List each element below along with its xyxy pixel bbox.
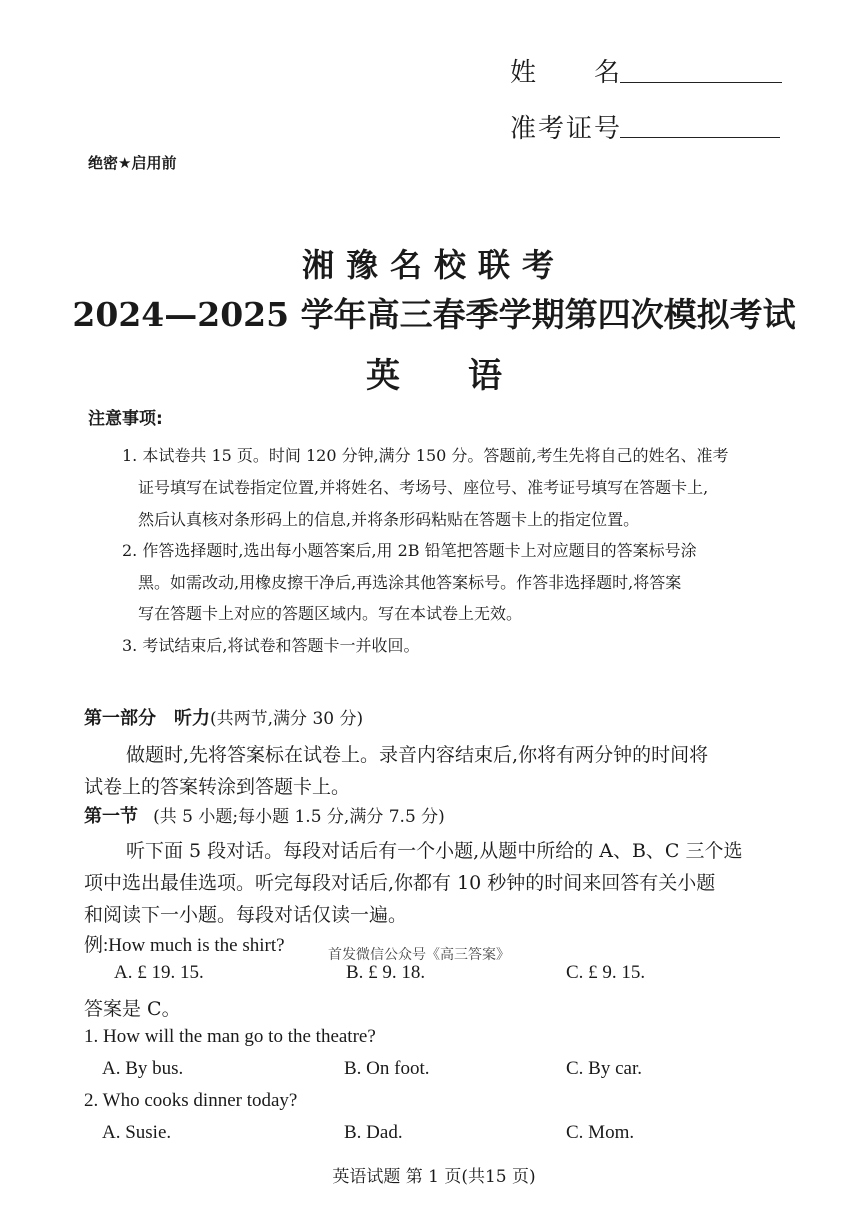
part1-heading	[84, 704, 363, 730]
confidential-mark: 绝密★启用前	[88, 154, 177, 172]
section1-instruction-line: 项中选出最佳选项。听完每段对话后,你都有 10 秒钟的时间来回答有关小题	[84, 872, 716, 894]
watermark-text: 首发微信公众号《高三答案》	[328, 947, 510, 963]
question-2: 2. Who cooks dinner today?	[84, 1090, 298, 1111]
question-2-option-b: B. Dad.	[344, 1122, 403, 1143]
question-1: 1. How will the man go to the theatre?	[84, 1026, 376, 1047]
name-field-line	[620, 82, 782, 83]
section1-instruction-line: 听下面 5 段对话。每段对话后有一个小题,从题中所给的 A、B、C 三个选	[126, 840, 743, 862]
subject-title: 英 语	[366, 356, 502, 396]
example-option-a: A. £ 19. 15.	[114, 962, 204, 983]
question-2-option-a: A. Susie.	[102, 1122, 172, 1143]
part1-intro-line: 做题时,先将答案标在试卷上。录音内容结束后,你将有两分钟的时间将	[126, 744, 709, 766]
section1-heading	[84, 802, 445, 828]
exam-id-label: 准考证号	[510, 114, 623, 144]
example-option-b: B. £ 9. 18.	[346, 962, 426, 983]
example-answer: 答案是 C。	[84, 998, 181, 1020]
notice-line: 证号填写在试卷指定位置,并将姓名、考场号、座位号、准考证号填写在答题卡上,	[138, 478, 709, 497]
notice-line: 写在答题卡上对应的答题区域内。写在本试卷上无效。	[138, 604, 523, 623]
notice-line: 3. 考试结束后,将试卷和答题卡一并收回。	[122, 636, 420, 655]
page-footer: 英语试题 第 1 页(共15 页)	[332, 1167, 536, 1187]
example-option-c: C. £ 9. 15.	[566, 962, 646, 983]
notice-line: 2. 作答选择题时,选出每小题答案后,用 2B 铅笔把答题卡上对应题目的答案标号涂	[122, 541, 697, 560]
question-2-option-c: C. Mom.	[566, 1122, 635, 1143]
section1-heading-note: (共 5 小题;每小题 1.5 分,满分 7.5 分)	[153, 807, 445, 827]
part1-heading-text: 第一部分 听力	[84, 708, 210, 729]
question-1-option-c: C. By car.	[566, 1058, 642, 1079]
notice-title: 注意事项:	[88, 409, 163, 429]
notice-line: 然后认真核对条形码上的信息,并将条形码粘贴在答题卡上的指定位置。	[138, 510, 640, 529]
exam-title: 2024—2025 学年高三春季学期第四次模拟考试	[72, 295, 796, 334]
exam-alliance-title: 湘豫名校联考	[301, 246, 566, 284]
notice-line: 黑。如需改动,用橡皮擦干净后,再选涂其他答案标号。作答非选择题时,将答案	[138, 573, 682, 592]
part1-heading-note: (共两节,满分 30 分)	[210, 709, 364, 729]
section1-heading-text: 第一节	[84, 806, 138, 827]
exam-id-field-line	[620, 137, 780, 138]
name-label: 姓 名	[510, 58, 623, 88]
part1-intro-line: 试卷上的答案转涂到答题卡上。	[84, 776, 351, 798]
example-question: 例:How much is the shirt?	[84, 935, 285, 956]
question-1-option-b: B. On foot.	[344, 1058, 430, 1079]
question-1-option-a: A. By bus.	[102, 1058, 184, 1079]
section1-instruction-line: 和阅读下一小题。每段对话仅读一遍。	[84, 904, 408, 926]
notice-line: 1. 本试卷共 15 页。时间 120 分钟,满分 150 分。答题前,考生先将自己的姓名、准考	[122, 446, 729, 465]
